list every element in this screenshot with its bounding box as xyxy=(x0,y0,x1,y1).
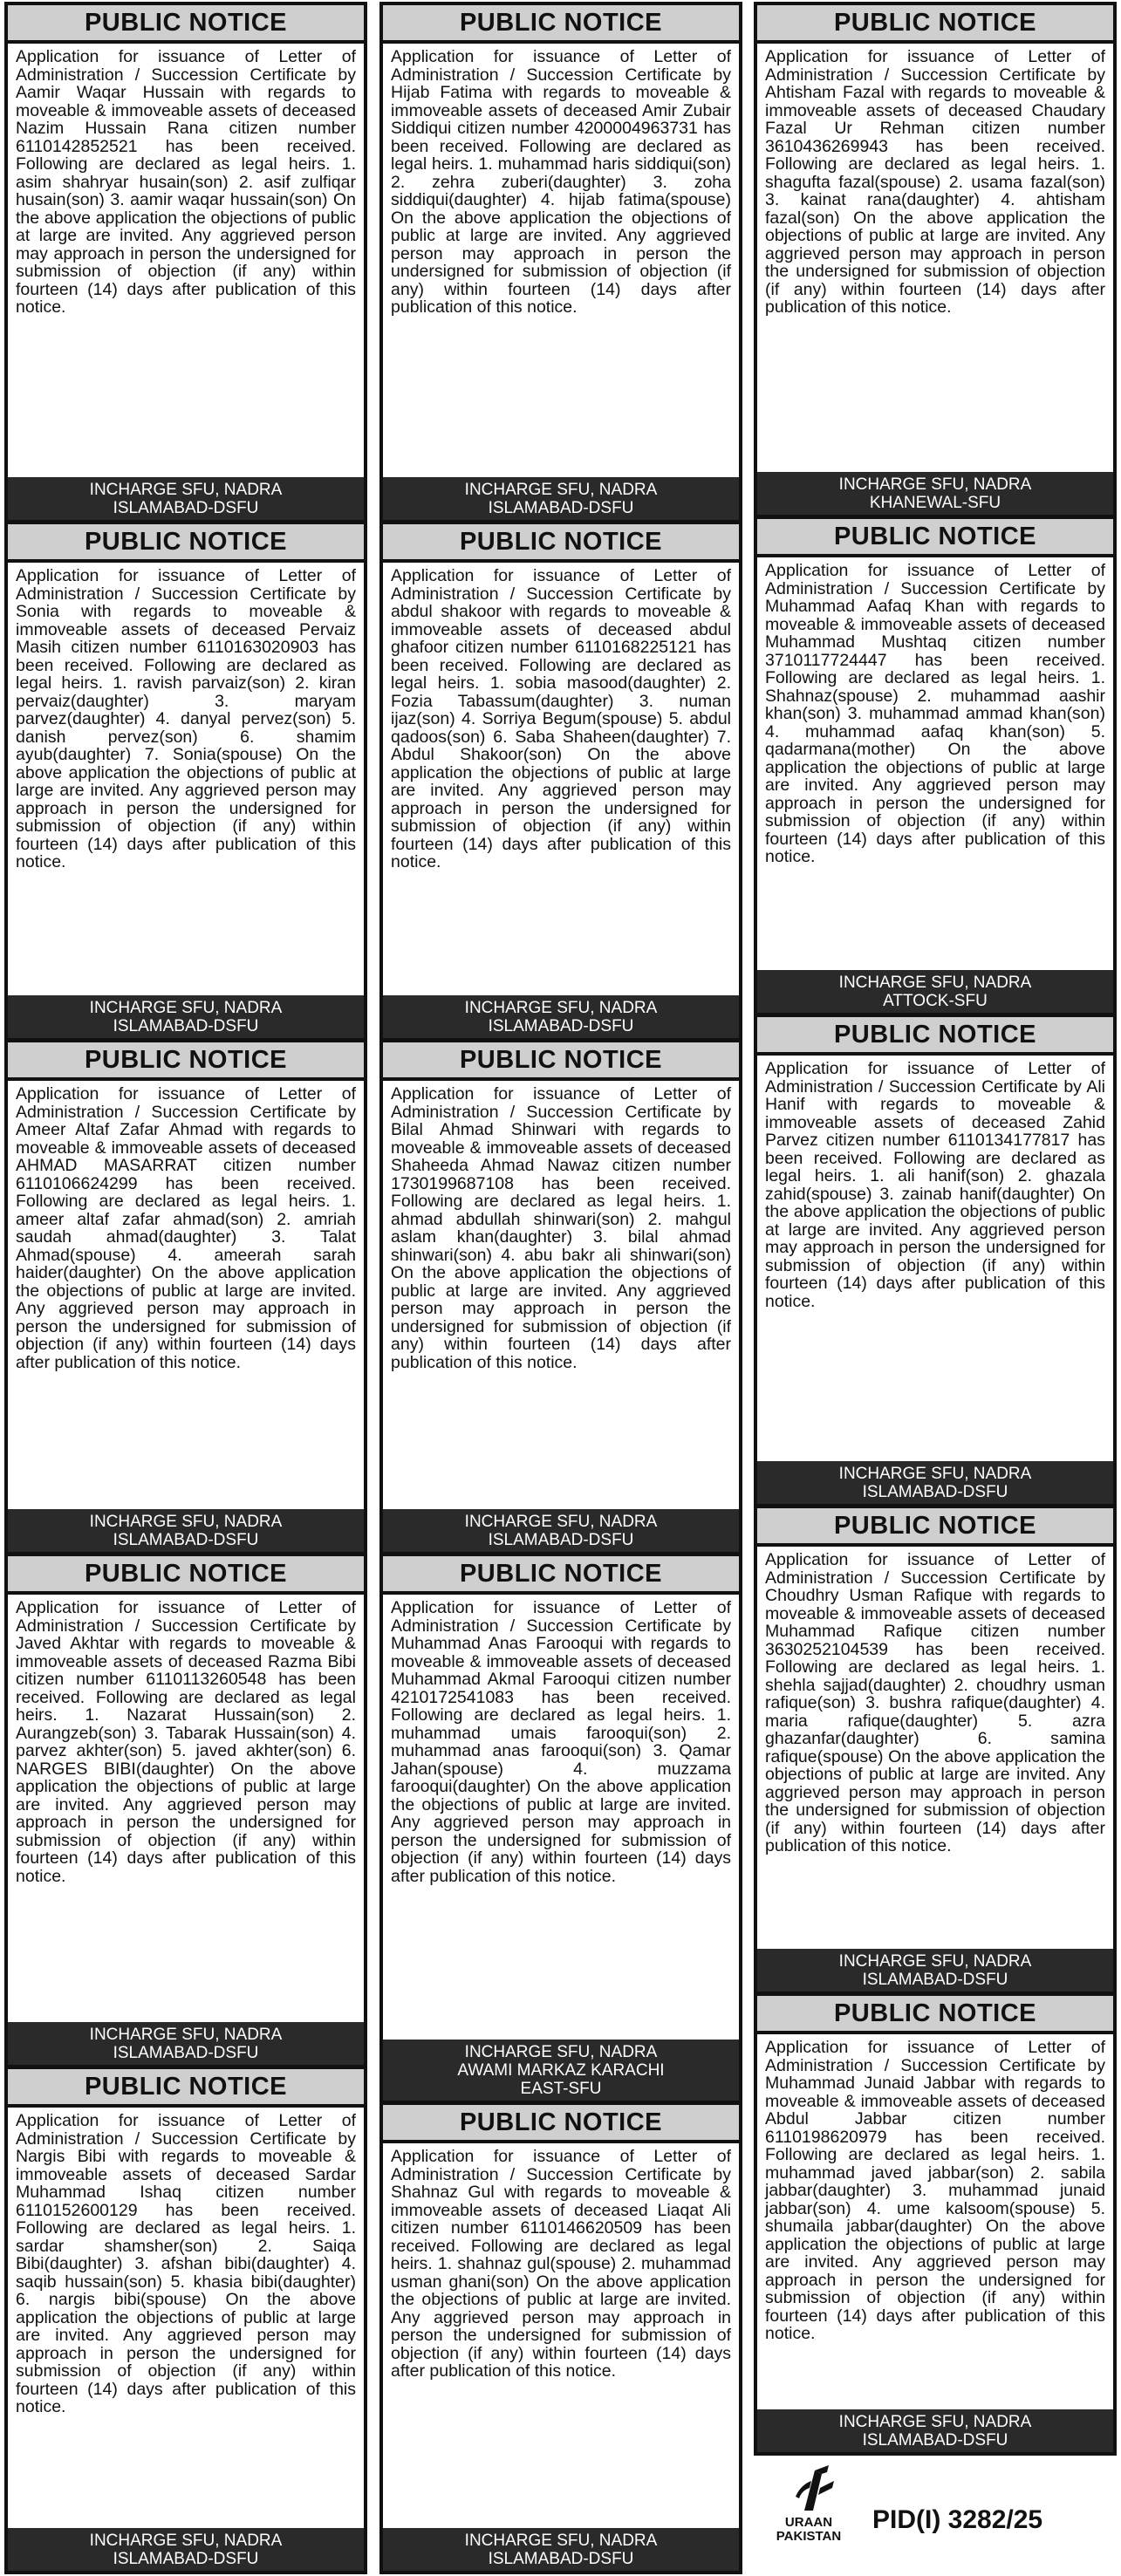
notice-body: Application for issuance of Letter of Administration / Succession Certificate by Javed Akhtar with regards to moveable & immoveable assets of deceased Razma Bibi citizen number 6110113260548 has been received. Following are declared as legal heirs. 1. Nazarat Hussain(son) 2. Aurangzeb(son) 3. Tabarak Hussain(son) 4. parvez akhter(son) 5. javed akhter(son) 6. NARGES BIBI(daughter) On the above application the objections of public at large are invited. Any aggrieved person may approach in person the undersigned for submission of objection (if any) within fourteen (14) days after publication of this notice. xyxy=(16,1598,356,1886)
notice-body: Application for issuance of Letter of Administration / Succession Certificate by Nargis Bibi with regards to moveable & immoveable assets of deceased Sardar Muhammad Ishaq citizen number 6110152600129 has been received. Following are declared as legal heirs. 1. sardar shamsher(son) 2. Saiqa Bibi(daughter) 3. afshan bibi(daughter) 4. saqib hussain(son) 5. khasia bibi(daughter) 6. nargis bibi(spouse) On the above application the objections of public at large are invited. Any aggrieved person may approach in person the undersigned for submission of objection (if any) within fourteen (14) days after publication of this notice. xyxy=(16,2111,356,2416)
notice-heading: PUBLIC NOTICE xyxy=(8,5,364,44)
notice-footer: INCHARGE SFU, NADRA KHANEWAL-SFU xyxy=(757,472,1113,515)
notice-footer: INCHARGE SFU, NADRA AWAMI MARKAZ KARACHI EAST-SFU xyxy=(383,2040,739,2101)
public-notice xyxy=(754,2,1117,518)
notice-heading: PUBLIC NOTICE xyxy=(757,1508,1113,1547)
public-notice xyxy=(754,1014,1117,1507)
public-notice xyxy=(754,516,1117,1016)
notice-heading: PUBLIC NOTICE xyxy=(757,519,1113,557)
uraan-pakistan-icon xyxy=(769,2462,848,2516)
public-notice xyxy=(4,2066,367,2574)
notice-footer: INCHARGE SFU, NADRA ISLAMABAD-DSFU xyxy=(757,1461,1113,1504)
notice-footer: INCHARGE SFU, NADRA ISLAMABAD-DSFU xyxy=(8,477,364,520)
notice-heading: PUBLIC NOTICE xyxy=(383,1042,739,1081)
notice-heading: PUBLIC NOTICE xyxy=(383,524,739,563)
notice-body: Application for issuance of Letter of Administration / Succession Certificate by Bilal Ahmad Shinwari with regards to moveable & immoveable assets of deceased Shaheeda Ahmad Nawaz citizen number 1730199687108 has been received. Following are declared as legal heirs. 1. ahmad abdullah shinwari(son) 2. mahgul aslam khan(daughter) 3. bilal ahmad shinwari(son) 4. abu bakr ali shinwari(son) On the above application the objections of public at large are invited. Any aggrieved person may approach in person the undersigned for submission of objection (if any) within fourteen (14) days after publication of this notice. xyxy=(391,1084,731,1372)
notice-footer: INCHARGE SFU, NADRA ISLAMABAD-DSFU xyxy=(8,1509,364,1552)
public-notice xyxy=(379,2101,742,2574)
notice-heading: PUBLIC NOTICE xyxy=(8,1042,364,1081)
public-notice xyxy=(379,521,742,1042)
notice-heading: PUBLIC NOTICE xyxy=(8,524,364,563)
notice-heading: PUBLIC NOTICE xyxy=(757,1017,1113,1056)
public-notice xyxy=(754,1505,1117,1995)
notice-footer: INCHARGE SFU, NADRA ISLAMABAD-DSFU xyxy=(757,2409,1113,2452)
notice-footer: INCHARGE SFU, NADRA ISLAMABAD-DSFU xyxy=(8,2022,364,2065)
notice-footer: INCHARGE SFU, NADRA ISLAMABAD-DSFU xyxy=(383,995,739,1038)
public-notice xyxy=(4,2,367,523)
notice-body: Application for issuance of Letter of Administration / Succession Certificate by Muhammad Junaid Jabbar with regards to moveable & immoveable assets of deceased Abdul Jabbar citizen number 6110198620979 has been received. Following are declared as legal heirs. 1. muhammad javed jabbar(son) 2. sabila jabbar(daughter) 3. muhammad junaid jabbar(son) 4. ume kalsoom(spouse) 5. shumaila jabbar(daughter) On the above application the objections of public at large are invited. Any aggrieved person may approach in person the undersigned for submission of objection (if any) within fourteen (14) days after publication of this notice. xyxy=(765,2038,1105,2343)
public-notice xyxy=(4,1553,367,2068)
notice-heading: PUBLIC NOTICE xyxy=(383,1556,739,1595)
notice-footer: INCHARGE SFU, NADRA ISLAMABAD-DSFU xyxy=(757,1949,1113,1992)
notice-body: Application for issuance of Letter of Administration / Succession Certificate by Choudhry Usman Rafique with regards to moveable & immoveable assets of deceased Muhammad Rafique citizen number 3630252104539 has been received. Following are declared as legal heirs. 1. shehla sajjad(daughter) 2. choudhry usman rafique(son) 3. bushra rafique(daughter) 4. maria rafique(daughter) 5. azra ghazanfar(daughter) 6. samina rafique(spouse) On the above application the objections of public at large are invited. Any aggrieved person may approach in person the undersigned for submission of objection (if any) within fourteen (14) days after publication of this notice. xyxy=(765,1550,1105,1855)
public-notice xyxy=(379,2,742,523)
notice-footer: INCHARGE SFU, NADRA ATTOCK-SFU xyxy=(757,970,1113,1013)
notice-body: Application for issuance of Letter of Administration / Succession Certificate by Muhammad Anas Farooqui with regards to moveable & immoveable assets of deceased Muhammad Akmal Farooqui citizen number 4210172541083 has been received. Following are declared as legal heirs. 1. muhammad umais farooqui(son) 2. muhammad anas farooqui(son) 3. Qamar Jahan(spouse) 4. muzzama farooqui(daughter) On the above application the objections of public at large are invited. Any aggrieved person may approach in person the undersigned for submission of objection (if any) within fourteen (14) days after publication of this notice. xyxy=(391,1598,731,1886)
notice-heading: PUBLIC NOTICE xyxy=(8,1556,364,1595)
public-notice xyxy=(379,1039,742,1555)
notice-body: Application for issuance of Letter of Administration / Succession Certificate by Hijab Fatima with regards to moveable & immoveable assets of deceased Amir Zubair Siddiqui citizen number 4200004963731 has been received. Following are declared as legal heirs. 1. muhammad haris siddiqui(son) 2. zehra zuberi(daughter) 3. zoha siddiqui(daughter) 4. hijab fatima(spouse) On the above application the objections of public at large are invited. Any aggrieved person may approach in person the undersigned for submission of objection (if any) within fourteen (14) days after publication of this notice. xyxy=(391,47,731,317)
notice-footer: INCHARGE SFU, NADRA ISLAMABAD-DSFU xyxy=(383,1509,739,1552)
public-notice xyxy=(379,1553,742,2104)
notice-footer: INCHARGE SFU, NADRA ISLAMABAD-DSFU xyxy=(383,477,739,520)
public-notice xyxy=(4,521,367,1042)
notice-body: Application for issuance of Letter of Administration / Succession Certificate by Muhammad Aafaq Khan with regards to moveable & immoveable assets of deceased Muhammad Mushtaq citizen number 3710117724447 has been received. Following are declared as legal heirs. 1. Shahnaz(spouse) 2. muhammad aashir khan(son) 3. muhammad ammad khan(son) 4. muhammad aafaq khan(son) 5. qadarmana(mother) On the above application the objections of public at large are invited. Any aggrieved person may approach in person the undersigned for submission of objection (if any) within fourteen (14) days after publication of this notice. xyxy=(765,561,1105,866)
notice-heading: PUBLIC NOTICE xyxy=(8,2069,364,2108)
notice-body: Application for issuance of Letter of Administration / Succession Certificate by Ameer Altaf Zafar Ahmad with regards to moveable & immoveable assets of deceased AHMAD MASARRAT citizen number 6110106624299 has been received. Following are declared as legal heirs. 1. ameer altaf zafar ahmad(son) 2. amriah saudah ahmad(daughter) 3. Talat Ahmad(spouse) 4. ameerah sarah haider(daughter) On the above application the objections of public at large are invited. Any aggrieved person may approach in person the undersigned for submission of objection (if any) within fourteen (14) days after publication of this notice. xyxy=(16,1084,356,1372)
notice-body: Application for issuance of Letter of Administration / Succession Certificate by Ali Hanif with regards to moveable & immoveable assets of deceased Zahid Parvez citizen number 6110134177817 has been received. Following are declared as legal heirs. 1. ali hanif(son) 2. ghazala zahid(spouse) 3. zainab hanif(daughter) On the above application the objections of public at large are invited. Any aggrieved person may approach in person the undersigned for submission of objection (if any) within fourteen (14) days after publication of this notice. xyxy=(765,1059,1105,1311)
public-notice xyxy=(4,1039,367,1555)
uraan-pakistan-logo xyxy=(769,2462,848,2565)
notice-body: Application for issuance of Letter of Administration / Succession Certificate by Sonia with regards to moveable & immoveable assets of deceased Pervaiz Masih citizen number 6110163020903 has been received. Following are declared as legal heirs. 1. ravish parvaiz(son) 2. kiran pervaiz(daughter) 3. maryam parvez(daughter) 4. danyal pervez(son) 5. danish pervez(son) 6. shamim ayub(daughter) 7. Sonia(spouse) On the above application the objections of public at large are invited. Any aggrieved person may approach in person the undersigned for submission of objection (if any) within fourteen (14) days after publication of this notice. xyxy=(16,566,356,871)
notice-heading: PUBLIC NOTICE xyxy=(757,1996,1113,2034)
notice-body: Application for issuance of Letter of Administration / Succession Certificate by Shahnaz Gul with regards to moveable & immoveable assets of deceased Liaqat Ali citizen number 6110146620509 has been received. Following are declared as legal heirs. 1. shahnaz gul(spouse) 2. muhammad usman ghani(son) On the above application the objections of public at large are invited. Any aggrieved person may approach in person the undersigned for submission of objection (if any) within fourteen (14) days after publication of this notice. xyxy=(391,2147,731,2381)
logo-name: URAAN PAKISTAN xyxy=(776,2515,842,2544)
notice-footer: INCHARGE SFU, NADRA ISLAMABAD-DSFU xyxy=(8,2528,364,2571)
notice-footer: INCHARGE SFU, NADRA ISLAMABAD-DSFU xyxy=(383,2528,739,2571)
public-notice xyxy=(754,1992,1117,2456)
pid-number: PID(I) 3282/25 xyxy=(872,2505,1043,2534)
notice-body: Application for issuance of Letter of Administration / Succession Certificate by Ahtisham Fazal with regards to moveable & immoveable assets of deceased Chaudary Fazal Ur Rehman citizen number 3610436269943 has been received. Following are declared as legal heirs. 1. shagufta fazal(spouse) 2. usama fazal(son) 3. kainat rana(daughter) 4. ahtisham fazal(son) On the above application the objections of public at large are invited. Any aggrieved person may approach in person the undersigned for submission of objection (if any) within fourteen (14) days after publication of this notice. xyxy=(765,47,1105,317)
notice-heading: PUBLIC NOTICE xyxy=(757,5,1113,44)
notice-heading: PUBLIC NOTICE xyxy=(383,5,739,44)
notice-body: Application for issuance of Letter of Administration / Succession Certificate by Aamir Waqar Hussain with regards to moveable & immoveable assets of deceased Nazim Hussain Rana citizen number 6110142852521 has been received. Following are declared as legal heirs. 1. asim shahryar husain(son) 2. asif zulfiqar husain(son) 3. aamir waqar hussain(son) On the above application the objections of public at large are invited. Any aggrieved person may approach in person the undersigned for submission of objection (if any) within fourteen (14) days after publication of this notice. xyxy=(16,47,356,317)
notice-heading: PUBLIC NOTICE xyxy=(383,2105,739,2143)
notice-footer: INCHARGE SFU, NADRA ISLAMABAD-DSFU xyxy=(8,995,364,1038)
notice-body: Application for issuance of Letter of Administration / Succession Certificate by abdul shakoor with regards to moveable & immoveable assets of deceased abdul ghafoor citizen number 6110168225121 has been received. Following are declared as legal heirs. 1. sobia masood(daughter) 2. Fozia Tabassum(daughter) 3. numan ijaz(son) 4. Sorriya Begum(spouse) 5. abdul qadoos(son) 6. Saba Shaheen(daughter) 7. Abdul Shakoor(son) On the above application the objections of public at large are invited. Any aggrieved person may approach in person the undersigned for submission of objection (if any) within fourteen (14) days after publication of this notice. xyxy=(391,566,731,871)
